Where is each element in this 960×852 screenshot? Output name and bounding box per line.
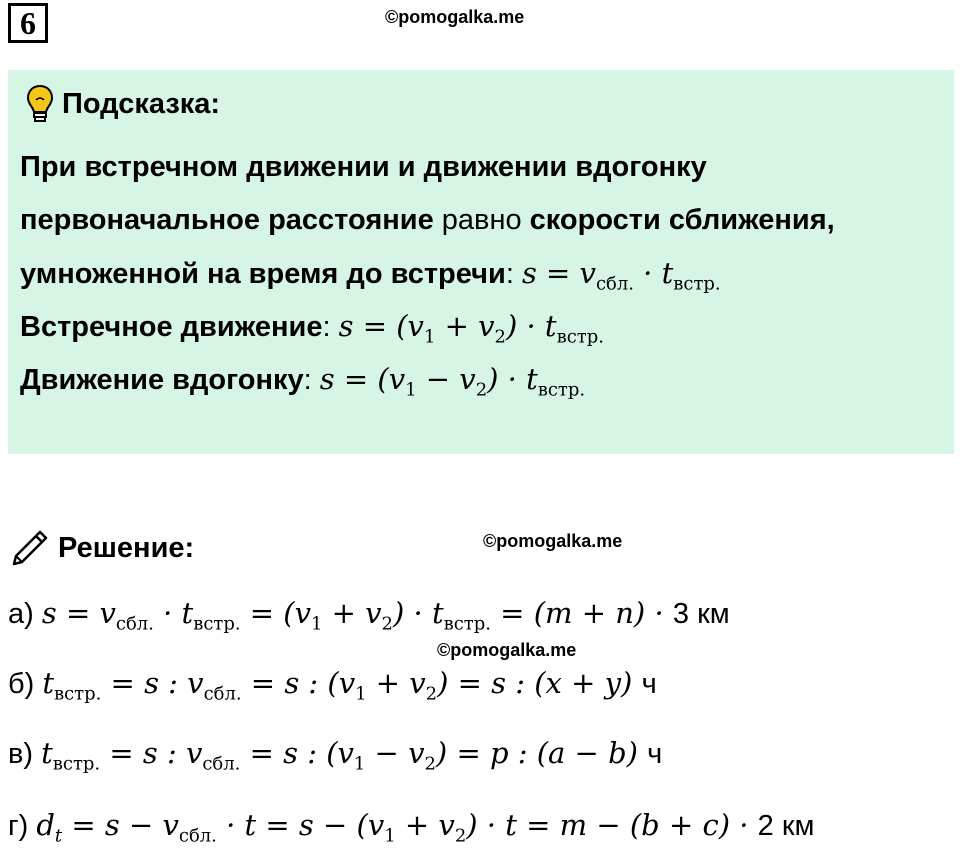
formula-chase: $s = (v_1 - v_2) \cdot t_{встр.}$ [319,362,586,401]
hint-line-1: При встречном движении и движении вдогонку [20,151,707,183]
solution-line-a: а) $s = v_{сбл.} \cdot t_{встр.} = (v_1 + v_2) \cdot t_{встр.} = (m + n) \cdot 3$ км [8,596,730,635]
hint-panel [8,70,954,454]
solution-title: Решение: [58,531,195,564]
pencil-icon [10,528,50,568]
watermark-top: ©pomogalka.me [385,7,525,27]
solution-heading [10,528,194,568]
hint-line-2: первоначальное расстояние равно скорости сближения, [20,204,835,236]
formula-general: $s = v_{сбл.} \cdot t_{встр.}$ [521,256,721,295]
task-number: 6 [8,3,48,43]
solution-line-b: б) $t_{встр.} = s$ : $v_{сбл.} = s$ : $(v_1 + v_2) = s$ : (x + y) ч [8,666,657,705]
lightbulb-icon [26,84,54,124]
hint-title: Подсказка: [62,87,221,120]
watermark-middle: ©pomogalka.me [483,531,623,551]
hint-line-4: Встречное движение: $s = (v_1 + v_2) \cdot t_{встр.}$ [20,309,604,348]
solution-line-g: г) $d_t = s - v_{сбл.} \cdot t = s - (v_1 + v_2) \cdot t = m - (b + c) \cdot 2$ км [8,808,815,847]
hint-line-5: Движение вдогонку: $s = (v_1 - v_2) \cdot t_{встр.}$ [20,362,586,401]
hint-heading [26,84,220,124]
hint-line-3: умноженной на время до встречи: $s = v_{сбл.} \cdot t_{встр.}$ [20,256,721,295]
solution-line-v: в) $t_{встр.} = s$ : $v_{сбл.} = s$ : $(v_1 - v_2) = p$ : (a − b) ч [8,736,663,775]
formula-meeting: $s = (v_1 + v_2) \cdot t_{встр.}$ [338,309,604,348]
watermark-bottom: ©pomogalka.me [437,640,577,660]
